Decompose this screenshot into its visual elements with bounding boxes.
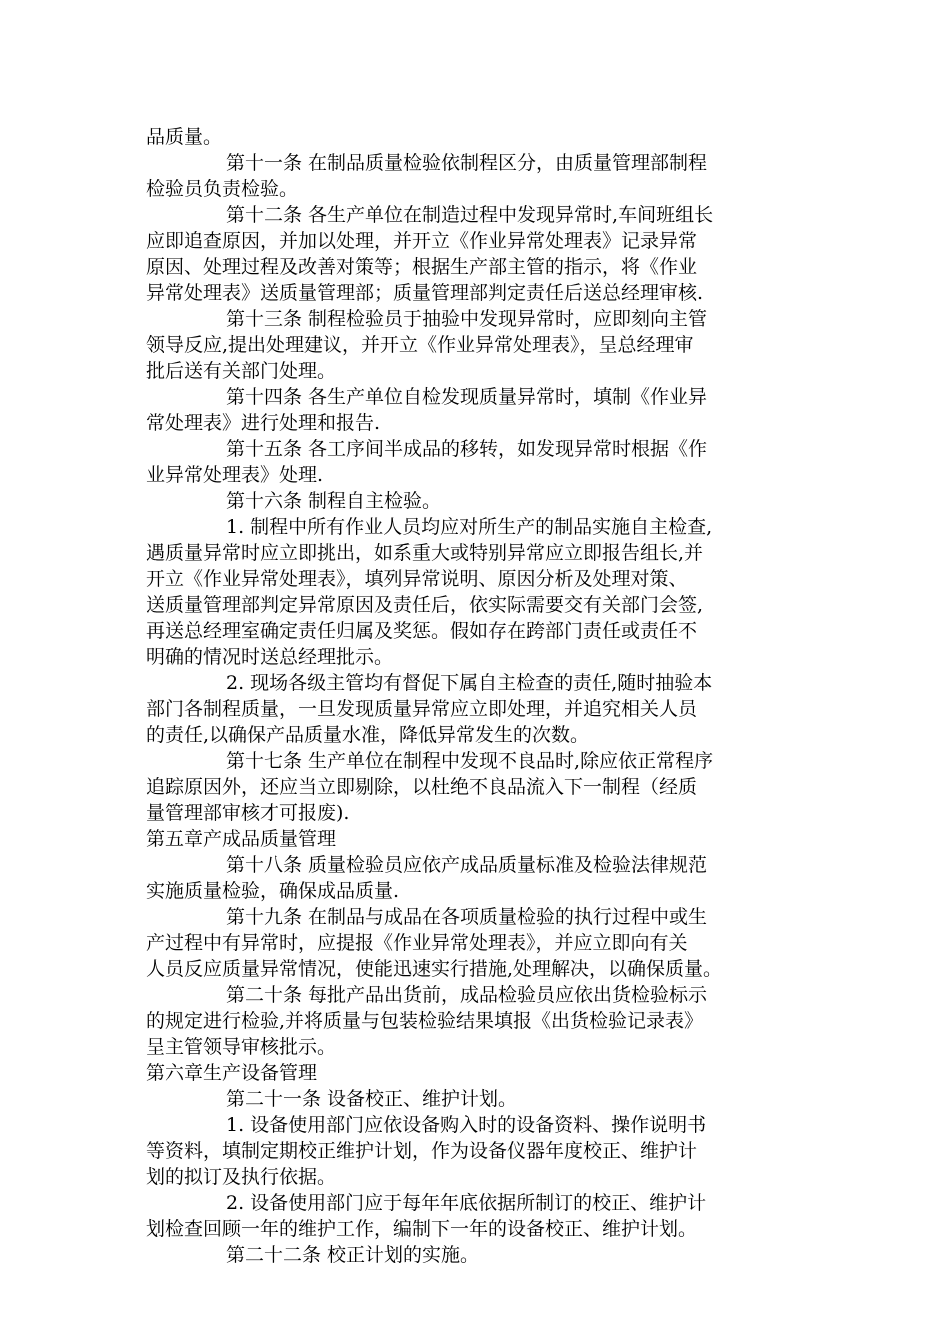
text-line: 产过程中有异常时，应提报《作业异常处理表》，并应立即向有关 [146, 932, 688, 954]
text-line: 2. 现场各级主管均有督促下属自主检查的责任,随时抽验本 [226, 672, 713, 694]
text-line: 第十九条 在制品与成品在各项质量检验的执行过程中或生 [226, 906, 708, 928]
text-line: 划的拟订及执行依据。 [146, 1166, 337, 1188]
text-line: 部门各制程质量，一旦发现质量异常应立即处理，并追究相关人员 [146, 698, 698, 720]
text-line: 开立《作业异常处理表》，填列异常说明、原因分析及处理对策、 [146, 568, 688, 590]
text-line: 批后送有关部门处理。 [146, 360, 337, 382]
text-line: 第二十条 每批产品出货前，成品检验员应依出货检验标示 [226, 984, 708, 1006]
text-line: 第十一条 在制品质量检验依制程区分，由质量管理部制程 [226, 152, 708, 174]
text-line: 检验员负责检验。 [146, 178, 299, 200]
text-line: 再送总经理室确定责任归属及奖惩。假如存在跨部门责任或责任不 [146, 620, 698, 642]
text-line: 1. 设备使用部门应依设备购入时的设备资料、操作说明书 [226, 1114, 707, 1136]
text-line: 第十二条 各生产单位在制造过程中发现异常时,车间班组长 [226, 204, 714, 226]
text-line: 第五章产成品质量管理 [146, 828, 337, 850]
text-line: 量管理部审核才可报废). [146, 802, 350, 824]
text-line: 第十四条 各生产单位自检发现质量异常时，填制《作业异 [226, 386, 708, 408]
text-line: 应即追查原因，并加以处理，并开立《作业异常处理表》记录异常 [146, 230, 698, 252]
text-line: 第十八条 质量检验员应依产成品质量标准及检验法律规范 [226, 854, 708, 876]
text-line: 划检查回顾一年的维护工作，编制下一年的设备校正、维护计划。 [146, 1218, 698, 1240]
text-line: 追踪原因外，还应当立即剔除，以杜绝不良品流入下一制程（经质 [146, 776, 698, 798]
text-line: 常处理表》进行处理和报告. [146, 412, 381, 434]
text-line: 明确的情况时送总经理批示。 [146, 646, 394, 668]
text-line: 1. 制程中所有作业人员均应对所生产的制品实施自主检查, [226, 516, 713, 538]
text-line: 人员反应质量异常情况，使能迅速实行措施,处理解决，以确保质量。 [146, 958, 723, 980]
text-line: 2. 设备使用部门应于每年年底依据所制订的校正、维护计 [226, 1192, 707, 1214]
document-page [146, 124, 806, 1268]
text-line: 送质量管理部判定异常原因及责任后，依实际需要交有关部门会签, [146, 594, 704, 616]
text-line: 业异常处理表》处理. [146, 464, 324, 486]
text-line: 品质量。 [146, 126, 223, 148]
text-line: 实施质量检验，确保成品质量. [146, 880, 400, 902]
text-line: 等资料，填制定期校正维护计划，作为设备仪器年度校正、维护计 [146, 1140, 698, 1162]
text-line: 第二十一条 设备校正、维护计划。 [226, 1088, 518, 1110]
text-line: 的规定进行检验,并将质量与包装检验结果填报《出货检验记录表》 [146, 1010, 704, 1032]
text-line: 异常处理表》送质量管理部；质量管理部判定责任后送总经理审核. [146, 282, 704, 304]
text-line: 领导反应,提出处理建议，并开立《作业异常处理表》，呈总经理审 [146, 334, 694, 356]
text-line: 第十三条 制程检验员于抽验中发现异常时，应即刻向主管 [226, 308, 708, 330]
text-line: 的责任,以确保产品质量水准，降低异常发生的次数。 [146, 724, 590, 746]
text-line: 原因、处理过程及改善对策等；根据生产部主管的指示，将《作业 [146, 256, 698, 278]
text-line: 遇质量异常时应立即挑出，如系重大或特别异常应立即报告组长,并 [146, 542, 704, 564]
text-line: 第十七条 生产单位在制程中发现不良品时,除应依正常程序 [226, 750, 714, 772]
text-line: 第六章生产设备管理 [146, 1062, 318, 1084]
text-line: 第十五条 各工序间半成品的移转，如发现异常时根据《作 [226, 438, 708, 460]
text-line: 第二十二条 校正计划的实施。 [226, 1244, 480, 1266]
text-line: 第十六条 制程自主检验。 [226, 490, 442, 512]
text-line: 呈主管领导审核批示。 [146, 1036, 337, 1058]
